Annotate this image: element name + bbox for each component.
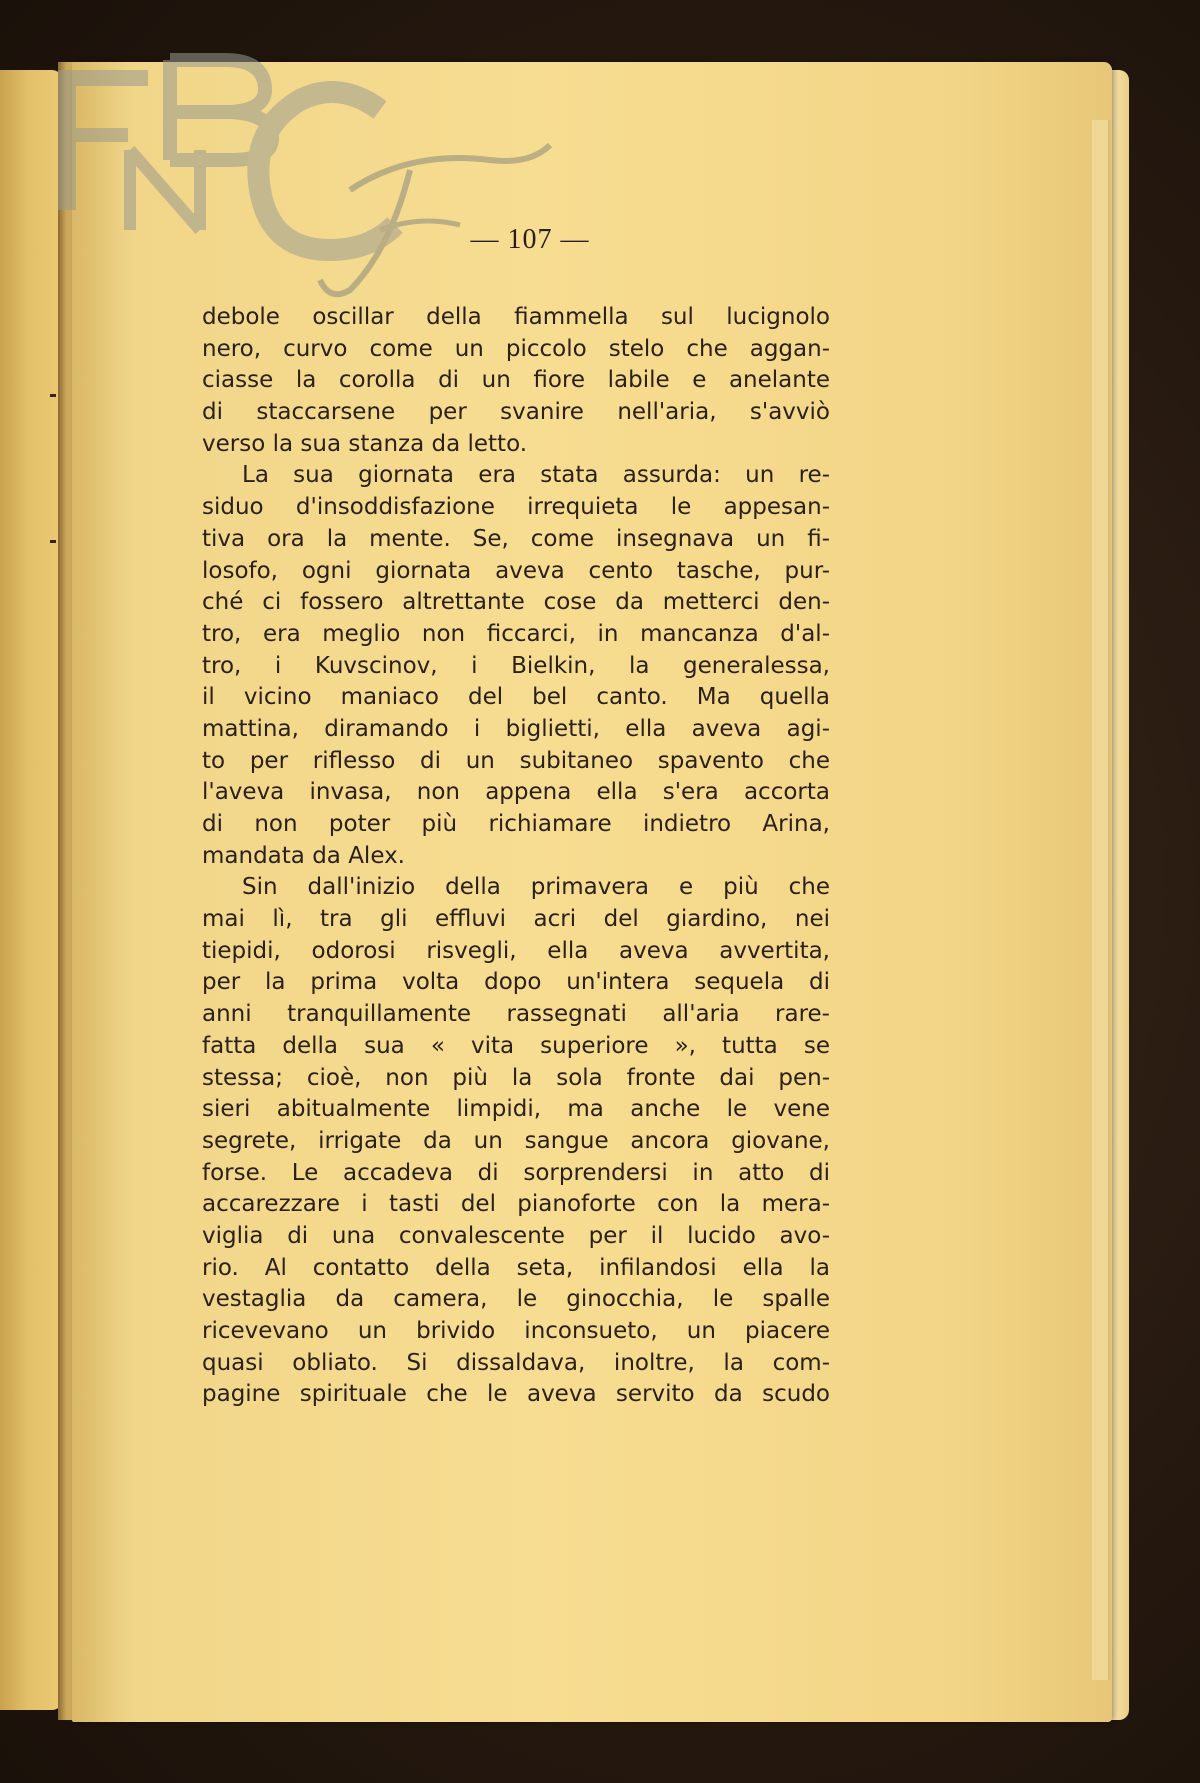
- left-page-edge: [0, 70, 62, 1710]
- text-line: anni tranquillamente rassegnati all'aria rare-: [202, 1001, 830, 1028]
- text-line: ciasse la corolla di un fiore labile e anelante: [202, 367, 830, 394]
- text-line: Sin dall'inizio della primavera e più che: [242, 874, 830, 901]
- text-line: vestaglia da camera, le ginocchia, le spalle: [202, 1286, 830, 1313]
- text-line: forse. Le accadeva di sorprendersi in atto di: [202, 1159, 830, 1186]
- text-line: verso la sua stanza da letto.: [202, 430, 528, 457]
- text-line: per la prima volta dopo un'intera sequela di: [202, 969, 830, 996]
- text-line: ricevevano un brivido inconsueto, un piacere: [202, 1318, 830, 1344]
- library-watermark-logo: [50, 40, 610, 300]
- binding-stitch: [50, 394, 56, 397]
- text-line: La sua giornata era stata assurda: un re-: [242, 462, 830, 489]
- text-line: tro, era meglio non ficcarci, in mancanza d'al-: [202, 620, 830, 647]
- text-line: viglia di una convalescente per il lucido avo-: [202, 1222, 830, 1249]
- text-line: pagine spirituale che le aveva servito da scudo: [202, 1381, 830, 1408]
- text-line: fatta della sua « vita superiore », tutta se: [202, 1032, 830, 1059]
- text-line: siduo d'insoddisfazione irrequieta le appesan-: [202, 494, 830, 521]
- text-line: accarezzare i tasti del pianoforte con la mera-: [202, 1191, 830, 1218]
- text-line: tiepidi, odorosi risvegli, ella aveva avvertita,: [202, 937, 830, 964]
- text-line: nero, curvo come un piccolo stelo che aggan-: [202, 335, 830, 362]
- page-number: — 107 —: [470, 224, 590, 255]
- text-line: rio. Al contatto della seta, infilandosi ella la: [202, 1254, 830, 1281]
- text-line: tiva ora la mente. Se, come insegnava un fi-: [202, 525, 830, 552]
- text-line: di staccarsene per svanire nell'aria, s'avviò: [202, 399, 830, 426]
- text-line: segrete, irrigate da un sangue ancora giovane,: [202, 1127, 830, 1154]
- text-line: losofo, ogni giornata aveva cento tasche, pur-: [202, 557, 830, 584]
- text-line: quasi obliato. Si dissaldava, inoltre, la com-: [202, 1349, 830, 1376]
- text-line: to per riflesso di un subitaneo spavento che: [202, 747, 830, 774]
- text-line: mattina, diramando i biglietti, ella aveva agi-: [202, 715, 830, 742]
- text-line: tro, i Kuvscinov, i Bielkin, la generalessa,: [202, 652, 830, 679]
- text-line: mai lì, tra gli effluvi acri del giardino, nei: [202, 906, 830, 933]
- text-line: debole oscillar della fiammella sul lucignolo: [202, 304, 830, 330]
- text-line: mandata da Alex.: [202, 842, 405, 869]
- body-text: [202, 302, 830, 1411]
- text-line: ché ci fossero altrettante cose da metterci den-: [202, 589, 830, 616]
- binding-stitch: [50, 540, 56, 543]
- text-line: il vicino maniaco del bel canto. Ma quella: [202, 684, 830, 711]
- text-line: di non poter più richiamare indietro Arina,: [202, 811, 830, 837]
- text-line: stessa; cioè, non più la sola fronte dai pen-: [202, 1064, 830, 1091]
- text-line: sieri abitualmente limpidi, ma anche le vene: [202, 1096, 830, 1123]
- text-line: l'aveva invasa, non appena ella s'era accorta: [202, 779, 830, 806]
- page-stack-edge-inner: [1092, 120, 1110, 1680]
